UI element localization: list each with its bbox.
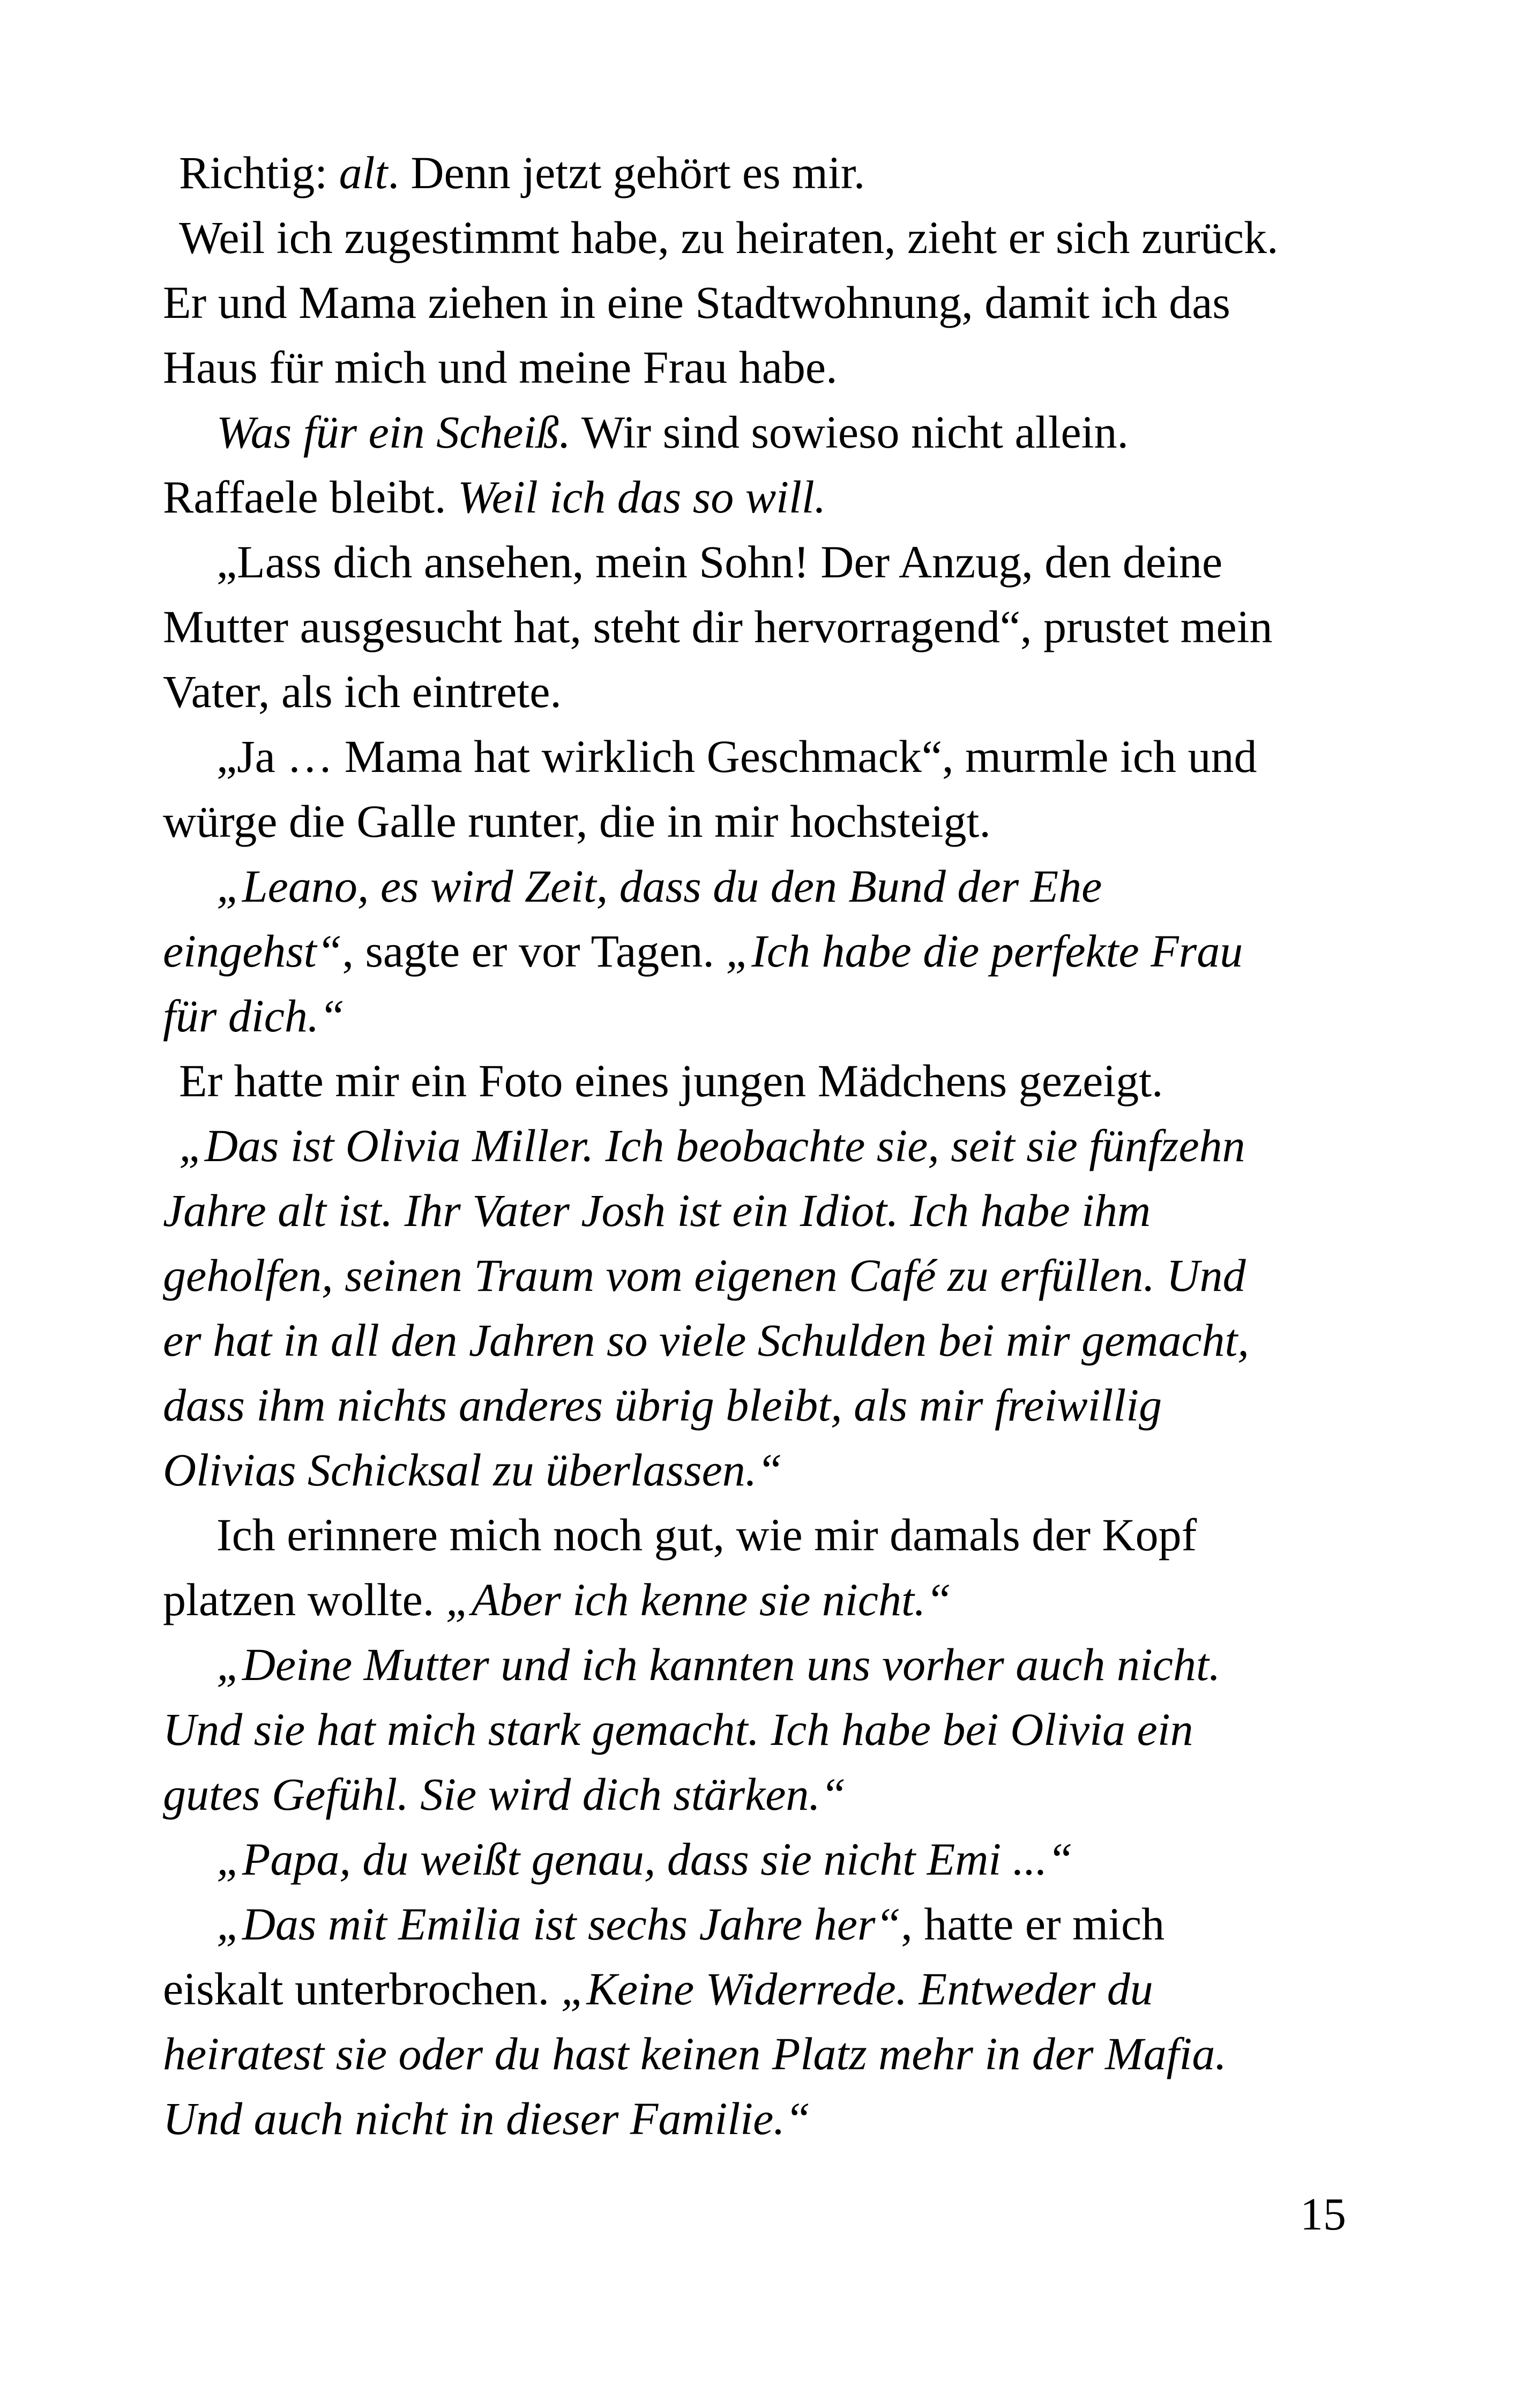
text-line xyxy=(163,1892,1401,1957)
text-line xyxy=(163,140,1401,205)
text-line xyxy=(163,984,1401,1049)
text-line xyxy=(163,1113,1401,1178)
text-segment: eiskalt unterbrochen. xyxy=(163,1963,561,2015)
text-line xyxy=(163,1438,1401,1503)
text-line xyxy=(163,854,1401,919)
text-segment: , sagte er vor Tagen. xyxy=(342,925,726,977)
text-segment: Haus für mich und meine Frau habe. xyxy=(163,341,838,393)
text-segment: Er hatte mir ein Foto eines jungen Mädchens gezeigt. xyxy=(179,1055,1163,1106)
text-line xyxy=(163,1762,1401,1827)
italic-text: dass ihm nichts anderes übrig bleibt, als mir freiwillig xyxy=(163,1379,1162,1431)
italic-text: „Ich habe die perfekte Frau xyxy=(726,925,1243,977)
text-segment: würge die Galle runter, die in mir hochsteigt. xyxy=(163,796,991,847)
text-segment: Weil ich zugestimmt habe, zu heiraten, zieht er sich zurück. xyxy=(179,212,1279,263)
italic-text: heiratest sie oder du hast keinen Platz mehr in der Mafia. xyxy=(163,2028,1227,2079)
text-segment: „Ja … Mama hat wirklich Geschmack“, murmle ich und xyxy=(216,731,1257,782)
italic-text: Weil ich das so will. xyxy=(458,471,826,523)
text-line xyxy=(163,919,1401,984)
italic-text: Was für ein Scheiß. xyxy=(216,406,571,458)
text-line xyxy=(163,1178,1401,1243)
text-line xyxy=(163,2021,1401,2086)
italic-text: für dich.“ xyxy=(163,990,345,1042)
text-segment: Wir sind sowieso nicht allein. xyxy=(570,406,1129,458)
text-line xyxy=(163,1827,1401,1892)
text-line xyxy=(163,1373,1401,1438)
text-line xyxy=(163,400,1401,465)
text-line xyxy=(163,659,1401,724)
text-line xyxy=(163,1567,1401,1632)
text-line xyxy=(163,530,1401,594)
italic-text: Olivias Schicksal zu überlassen.“ xyxy=(163,1444,783,1496)
text-segment: platzen wollte. xyxy=(163,1574,446,1625)
italic-text: „Keine Widerrede. Entweder du xyxy=(561,1963,1153,2015)
italic-text: „Leano, es wird Zeit, dass du den Bund der Ehe xyxy=(216,860,1102,912)
text-line xyxy=(163,1049,1401,1113)
text-line xyxy=(163,1308,1401,1373)
text-segment: „Lass dich ansehen, mein Sohn! Der Anzug, den deine xyxy=(216,536,1223,588)
text-line xyxy=(163,465,1401,530)
italic-text: er hat in all den Jahren so viele Schulden bei mir gemacht, xyxy=(163,1314,1249,1366)
italic-text: geholfen, seinen Traum vom eigenen Café zu erfüllen. Und xyxy=(163,1250,1246,1301)
text-segment: Er und Mama ziehen in eine Stadtwohnung, damit ich das xyxy=(163,277,1230,328)
text-line xyxy=(163,789,1401,854)
italic-text: „Deine Mutter und ich kannten uns vorher auch nicht. xyxy=(216,1639,1221,1690)
text-segment: , hatte er mich xyxy=(901,1898,1165,1950)
text-line xyxy=(163,335,1401,400)
body-text xyxy=(163,140,1401,2151)
italic-text: „Das mit Emilia ist sechs Jahre her“ xyxy=(216,1898,901,1950)
text-line xyxy=(163,1632,1401,1697)
italic-text: gutes Gefühl. Sie wird dich stärken.“ xyxy=(163,1768,846,1820)
text-segment: Mutter ausgesucht hat, steht dir hervorragend“, prustet mein xyxy=(163,601,1273,652)
text-segment: Raffaele bleibt. xyxy=(163,471,458,523)
text-segment: . Denn jetzt gehört es mir. xyxy=(387,147,865,198)
italic-text: alt xyxy=(339,147,388,198)
text-line xyxy=(163,2086,1401,2151)
italic-text: Und sie hat mich stark gemacht. Ich habe bei Olivia ein xyxy=(163,1704,1193,1755)
page-number: 15 xyxy=(1300,2188,1346,2240)
text-segment: Richtig: xyxy=(179,147,339,198)
text-segment: Ich erinnere mich noch gut, wie mir damals der Kopf xyxy=(216,1509,1197,1560)
italic-text: „Das ist Olivia Miller. Ich beobachte sie, seit sie fünfzehn xyxy=(179,1120,1245,1171)
text-line xyxy=(163,1503,1401,1567)
text-line xyxy=(163,1243,1401,1308)
text-segment: Vater, als ich eintrete. xyxy=(163,666,562,717)
italic-text: Und auch nicht in dieser Familie.“ xyxy=(163,2093,811,2144)
text-line xyxy=(163,1697,1401,1762)
italic-text: „Papa, du weißt genau, dass sie nicht Emi ...“ xyxy=(216,1833,1073,1885)
italic-text: eingehst“ xyxy=(163,925,342,977)
text-line xyxy=(163,270,1401,335)
italic-text: „Aber ich kenne sie nicht.“ xyxy=(445,1574,952,1625)
text-line xyxy=(163,594,1401,659)
italic-text: Jahre alt ist. Ihr Vater Josh ist ein Idiot. Ich habe ihm xyxy=(163,1185,1151,1236)
text-line xyxy=(163,205,1401,270)
text-line xyxy=(163,1957,1401,2021)
text-line xyxy=(163,724,1401,789)
